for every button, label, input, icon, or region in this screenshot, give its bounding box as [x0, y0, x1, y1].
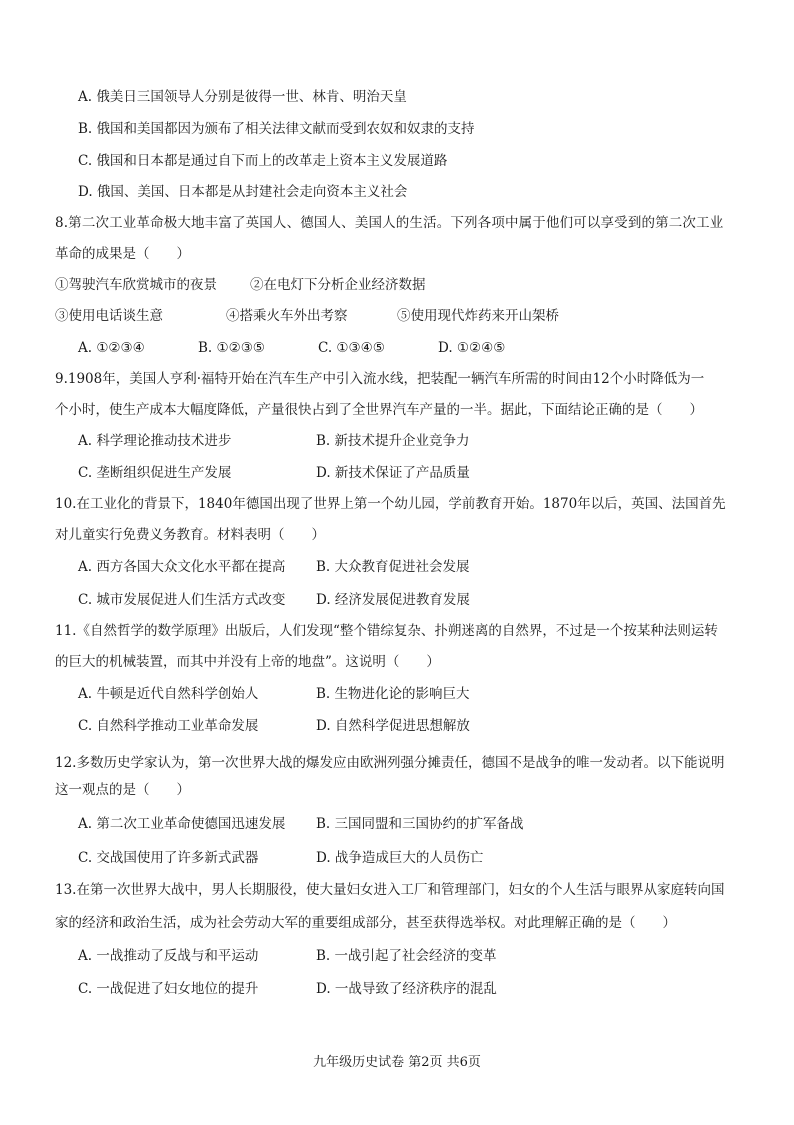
q8-option-b: B. ①②③⑤: [198, 340, 265, 356]
q8-stem-line2: 革命的成果是（ ）: [55, 246, 190, 262]
q12-option-a: A. 第二次工业革命使德国迅速发展: [78, 816, 286, 832]
q11-option-b: B. 生物进化论的影响巨大: [316, 686, 470, 702]
q8-item-5: ⑤使用现代炸药来开山架桥: [397, 308, 559, 324]
q10-option-c: C. 城市发展促进人们生活方式改变: [78, 592, 286, 608]
q13-option-c: C. 一战促进了妇女地位的提升: [78, 981, 259, 997]
q10-stem-line1: 10.在工业化的背景下，1840年德国出现了世界上第一个幼儿园，学前教育开始。1870年以后，英国、法国首先: [55, 496, 726, 512]
q11-stem-line2: 的巨大的机械装置，而其中并没有上帝的地盘”。这说明（ ）: [55, 654, 440, 670]
q9-option-d: D. 新技术保证了产品质量: [316, 465, 470, 481]
q9-option-b: B. 新技术提升企业竞争力: [316, 433, 470, 449]
q8-item-3: ③使用电话谈生意: [55, 308, 163, 324]
q9-stem-line1: 9.1908年，美国人亨利·福特开始在汽车生产中引入流水线，把装配一辆汽车所需的时间由12个小时降低为一: [55, 371, 705, 387]
q10-stem-line2: 对儿童实行免费义务教育。材料表明（ ）: [55, 527, 325, 543]
q13-stem-line2: 家的经济和政治生活，成为社会劳动大军的重要组成部分，甚至获得选举权。对此理解正确的是（ ）: [55, 915, 676, 931]
q13-option-b: B. 一战引起了社会经济的变革: [316, 948, 497, 964]
q8-item-2: ②在电灯下分析企业经济数据: [250, 277, 426, 293]
q10-option-b: B. 大众教育促进社会发展: [316, 559, 470, 575]
q12-option-c: C. 交战国使用了许多新式武器: [78, 850, 259, 866]
q9-stem-line2: 个小时，使生产成本大幅度降低，产量很快占到了全世界汽车产量的一半。据此，下面结论正确的是（ ）: [55, 402, 703, 418]
q8-option-c: C. ①③④⑤: [318, 340, 385, 356]
q10-option-d: D. 经济发展促进教育发展: [316, 592, 470, 608]
q11-option-a: A. 牛顿是近代自然科学创始人: [78, 686, 259, 702]
q11-option-c: C. 自然科学推动工业革命发展: [78, 718, 259, 734]
q9-option-a: A. 科学理论推动技术进步: [78, 433, 232, 449]
q10-option-a: A. 西方各国大众文化水平都在提高: [78, 559, 286, 575]
q12-stem-line2: 这一观点的是（ ）: [55, 782, 190, 798]
q7-option-d: D. 俄国、美国、日本都是从封建社会走向资本主义社会: [78, 184, 408, 200]
q7-option-b: B. 俄国和美国都因为颁布了相关法律文献而受到农奴和奴隶的支持: [78, 121, 475, 137]
q11-stem-line1: 11.《自然哲学的数学原理》出版后，人们发现“整个错综复杂、扑朔迷离的自然界，不过是一个按某种法则运转: [55, 623, 718, 639]
q13-stem-line1: 13.在第一次世界大战中，男人长期服役，使大量妇女进入工厂和管理部门，妇女的个人生活与眼界从家庭转向国: [55, 882, 725, 898]
q12-option-d: D. 战争造成巨大的人员伤亡: [316, 850, 484, 866]
page-footer: 九年级历史试卷 第2页 共6页: [313, 1055, 481, 1070]
q13-option-d: D. 一战导致了经济秩序的混乱: [316, 981, 497, 997]
q8-stem-line1: 8.第二次工业革命极大地丰富了英国人、德国人、美国人的生活。下列各项中属于他们可以享受到的第二次工业: [55, 215, 724, 231]
q8-item-4: ④搭乘火车外出考察: [226, 308, 348, 324]
q8-item-1: ①驾驶汽车欣赏城市的夜景: [55, 277, 217, 293]
q7-option-a: A. 俄美日三国领导人分别是彼得一世、林肯、明治天皇: [78, 89, 407, 105]
q13-option-a: A. 一战推动了反战与和平运动: [78, 948, 259, 964]
q12-option-b: B. 三国同盟和三国协约的扩军备战: [316, 816, 524, 832]
q8-option-d: D. ①②④⑤: [438, 340, 506, 356]
q11-option-d: D. 自然科学促进思想解放: [316, 718, 470, 734]
q9-option-c: C. 垄断组织促进生产发展: [78, 465, 232, 481]
q7-option-c: C. 俄国和日本都是通过自下而上的改革走上资本主义发展道路: [78, 153, 448, 169]
q12-stem-line1: 12.多数历史学家认为，第一次世界大战的爆发应由欧洲列强分摊责任，德国不是战争的唯一发动者。以下能说明: [55, 755, 725, 771]
q8-option-a: A. ①②③④: [78, 340, 145, 356]
